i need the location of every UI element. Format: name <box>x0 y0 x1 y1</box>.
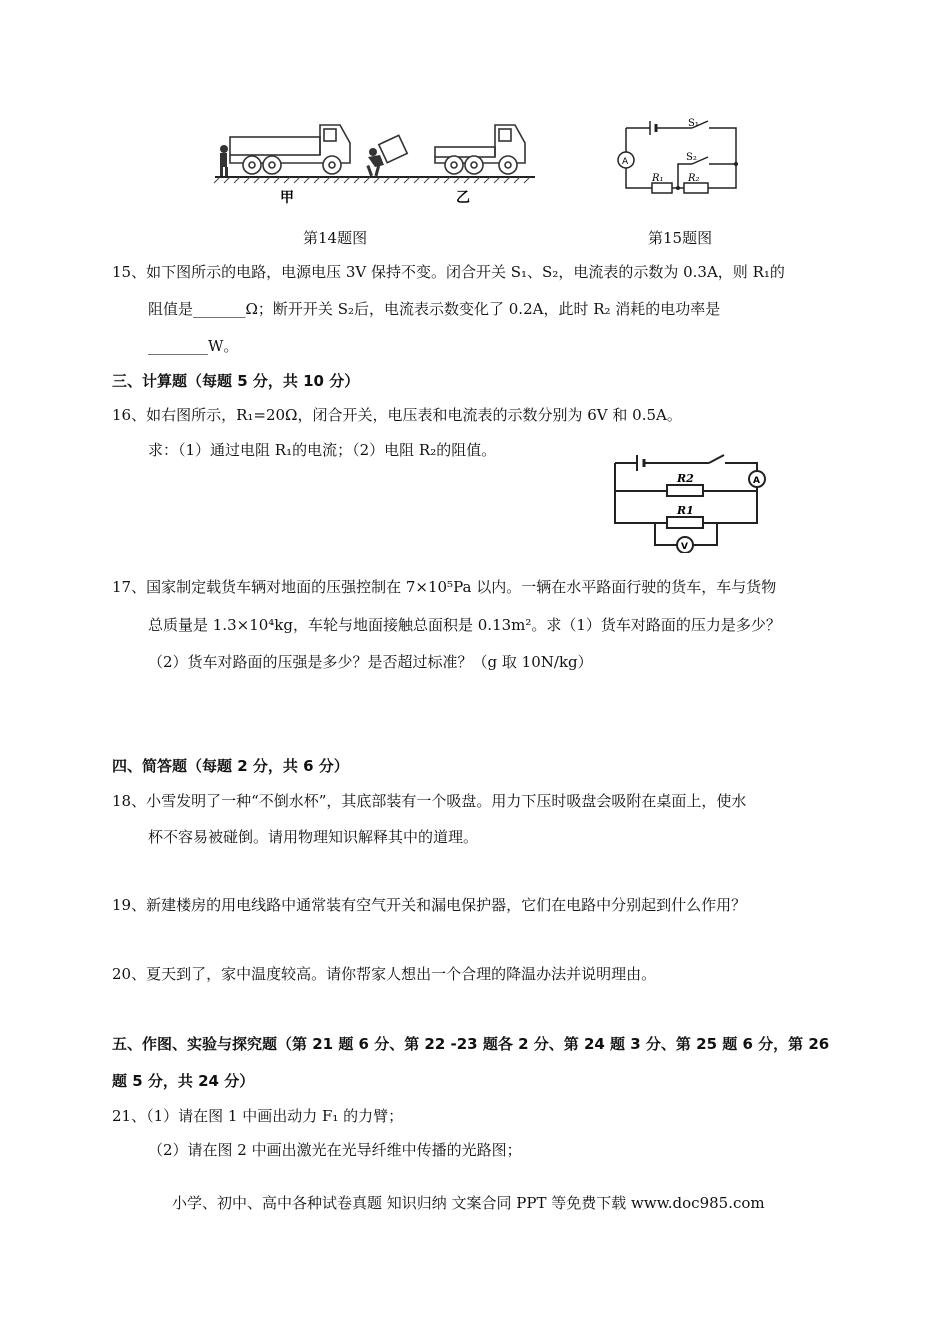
q15-line2: 阻值是_______Ω；断开开关 S₂后，电流表示数变化了 0.2A，此时 R₂ 消耗的电功率是 <box>148 300 721 318</box>
fig14-label-right: 乙 <box>456 190 470 206</box>
q21-part2: （2）请在图 2 中画出激光在光导纤维中传播的光路图； <box>148 1141 522 1159</box>
fig14-illustration <box>210 115 540 210</box>
q16-line1: 16、如右图所示，R₁=20Ω，闭合开关，电压表和电流表的示数分别为 6V 和 0.5A。 <box>112 406 682 424</box>
fig15-circuit <box>612 118 742 198</box>
fig16-ammeter-label: A <box>753 476 760 486</box>
q17-line1: 17、国家制定载货车辆对地面的压强控制在 7×10⁵Pa 以内。一辆在水平路面行驶的货车，车与货物 <box>112 578 777 596</box>
section3-heading: 三、计算题（每题 5 分，共 10 分） <box>112 372 360 390</box>
fig16-voltmeter-label: V <box>681 542 688 552</box>
fig14-caption: 第14题图 <box>303 229 368 247</box>
fig16-r1-label: R1 <box>677 504 694 517</box>
q16-line2: 求：（1）通过电阻 R₁的电流；（2）电阻 R₂的阻值。 <box>148 441 497 459</box>
q17-line3: （2）货车对路面的压强是多少？是否超过标准？（g 取 10N/kg） <box>148 653 593 671</box>
q17-line2: 总质量是 1.3×10⁴kg，车轮与地面接触总面积是 0.13m²。求（1）货车对路面的压力是多少？ <box>148 616 781 634</box>
fig15-ammeter-label: A <box>622 157 629 167</box>
q15-line1: 15、如下图所示的电路，电源电压 3V 保持不变。闭合开关 S₁、S₂，电流表的示数为 0.3A，则 R₁的 <box>112 263 785 281</box>
fig15-caption: 第15题图 <box>648 229 713 247</box>
fig16-circuit <box>607 453 777 553</box>
section5-heading-line2: 题 5 分，共 24 分） <box>112 1072 255 1090</box>
page-footer: 小学、初中、高中各种试卷真题 知识归纳 文案合同 PPT 等免费下载 www.doc985.com <box>172 1194 765 1212</box>
fig14-label-left: 甲 <box>280 190 294 206</box>
fig16-r2-label: R2 <box>677 472 694 485</box>
q18-line2: 杯不容易被碰倒。请用物理知识解释其中的道理。 <box>148 828 479 846</box>
fig15-r1-label: R₁ <box>652 173 664 184</box>
fig15-s1-label: S₁ <box>688 118 699 129</box>
section5-heading-line1: 五、作图、实验与探究题（第 21 题 6 分、第 22 -23 题各 2 分、第 24 题 3 分、第 25 题 6 分，第 26 <box>112 1035 830 1053</box>
section4-heading: 四、简答题（每题 2 分，共 6 分） <box>112 757 349 775</box>
q15-line3: ________W。 <box>148 337 239 355</box>
q19-text: 19、新建楼房的用电线路中通常装有空气开关和漏电保护器，它们在电路中分别起到什么作用？ <box>112 896 747 914</box>
q18-line1: 18、小雪发明了一种“不倒水杯”，其底部装有一个吸盘。用力下压时吸盘会吸附在桌面上，使水 <box>112 792 747 810</box>
fig15-s2-label: S₂ <box>686 152 697 163</box>
q21-part1: 21、（1）请在图 1 中画出动力 F₁ 的力臂； <box>112 1107 404 1125</box>
q20-text: 20、夏天到了，家中温度较高。请你帮家人想出一个合理的降温办法并说明理由。 <box>112 965 657 983</box>
fig15-r2-label: R₂ <box>688 173 700 184</box>
